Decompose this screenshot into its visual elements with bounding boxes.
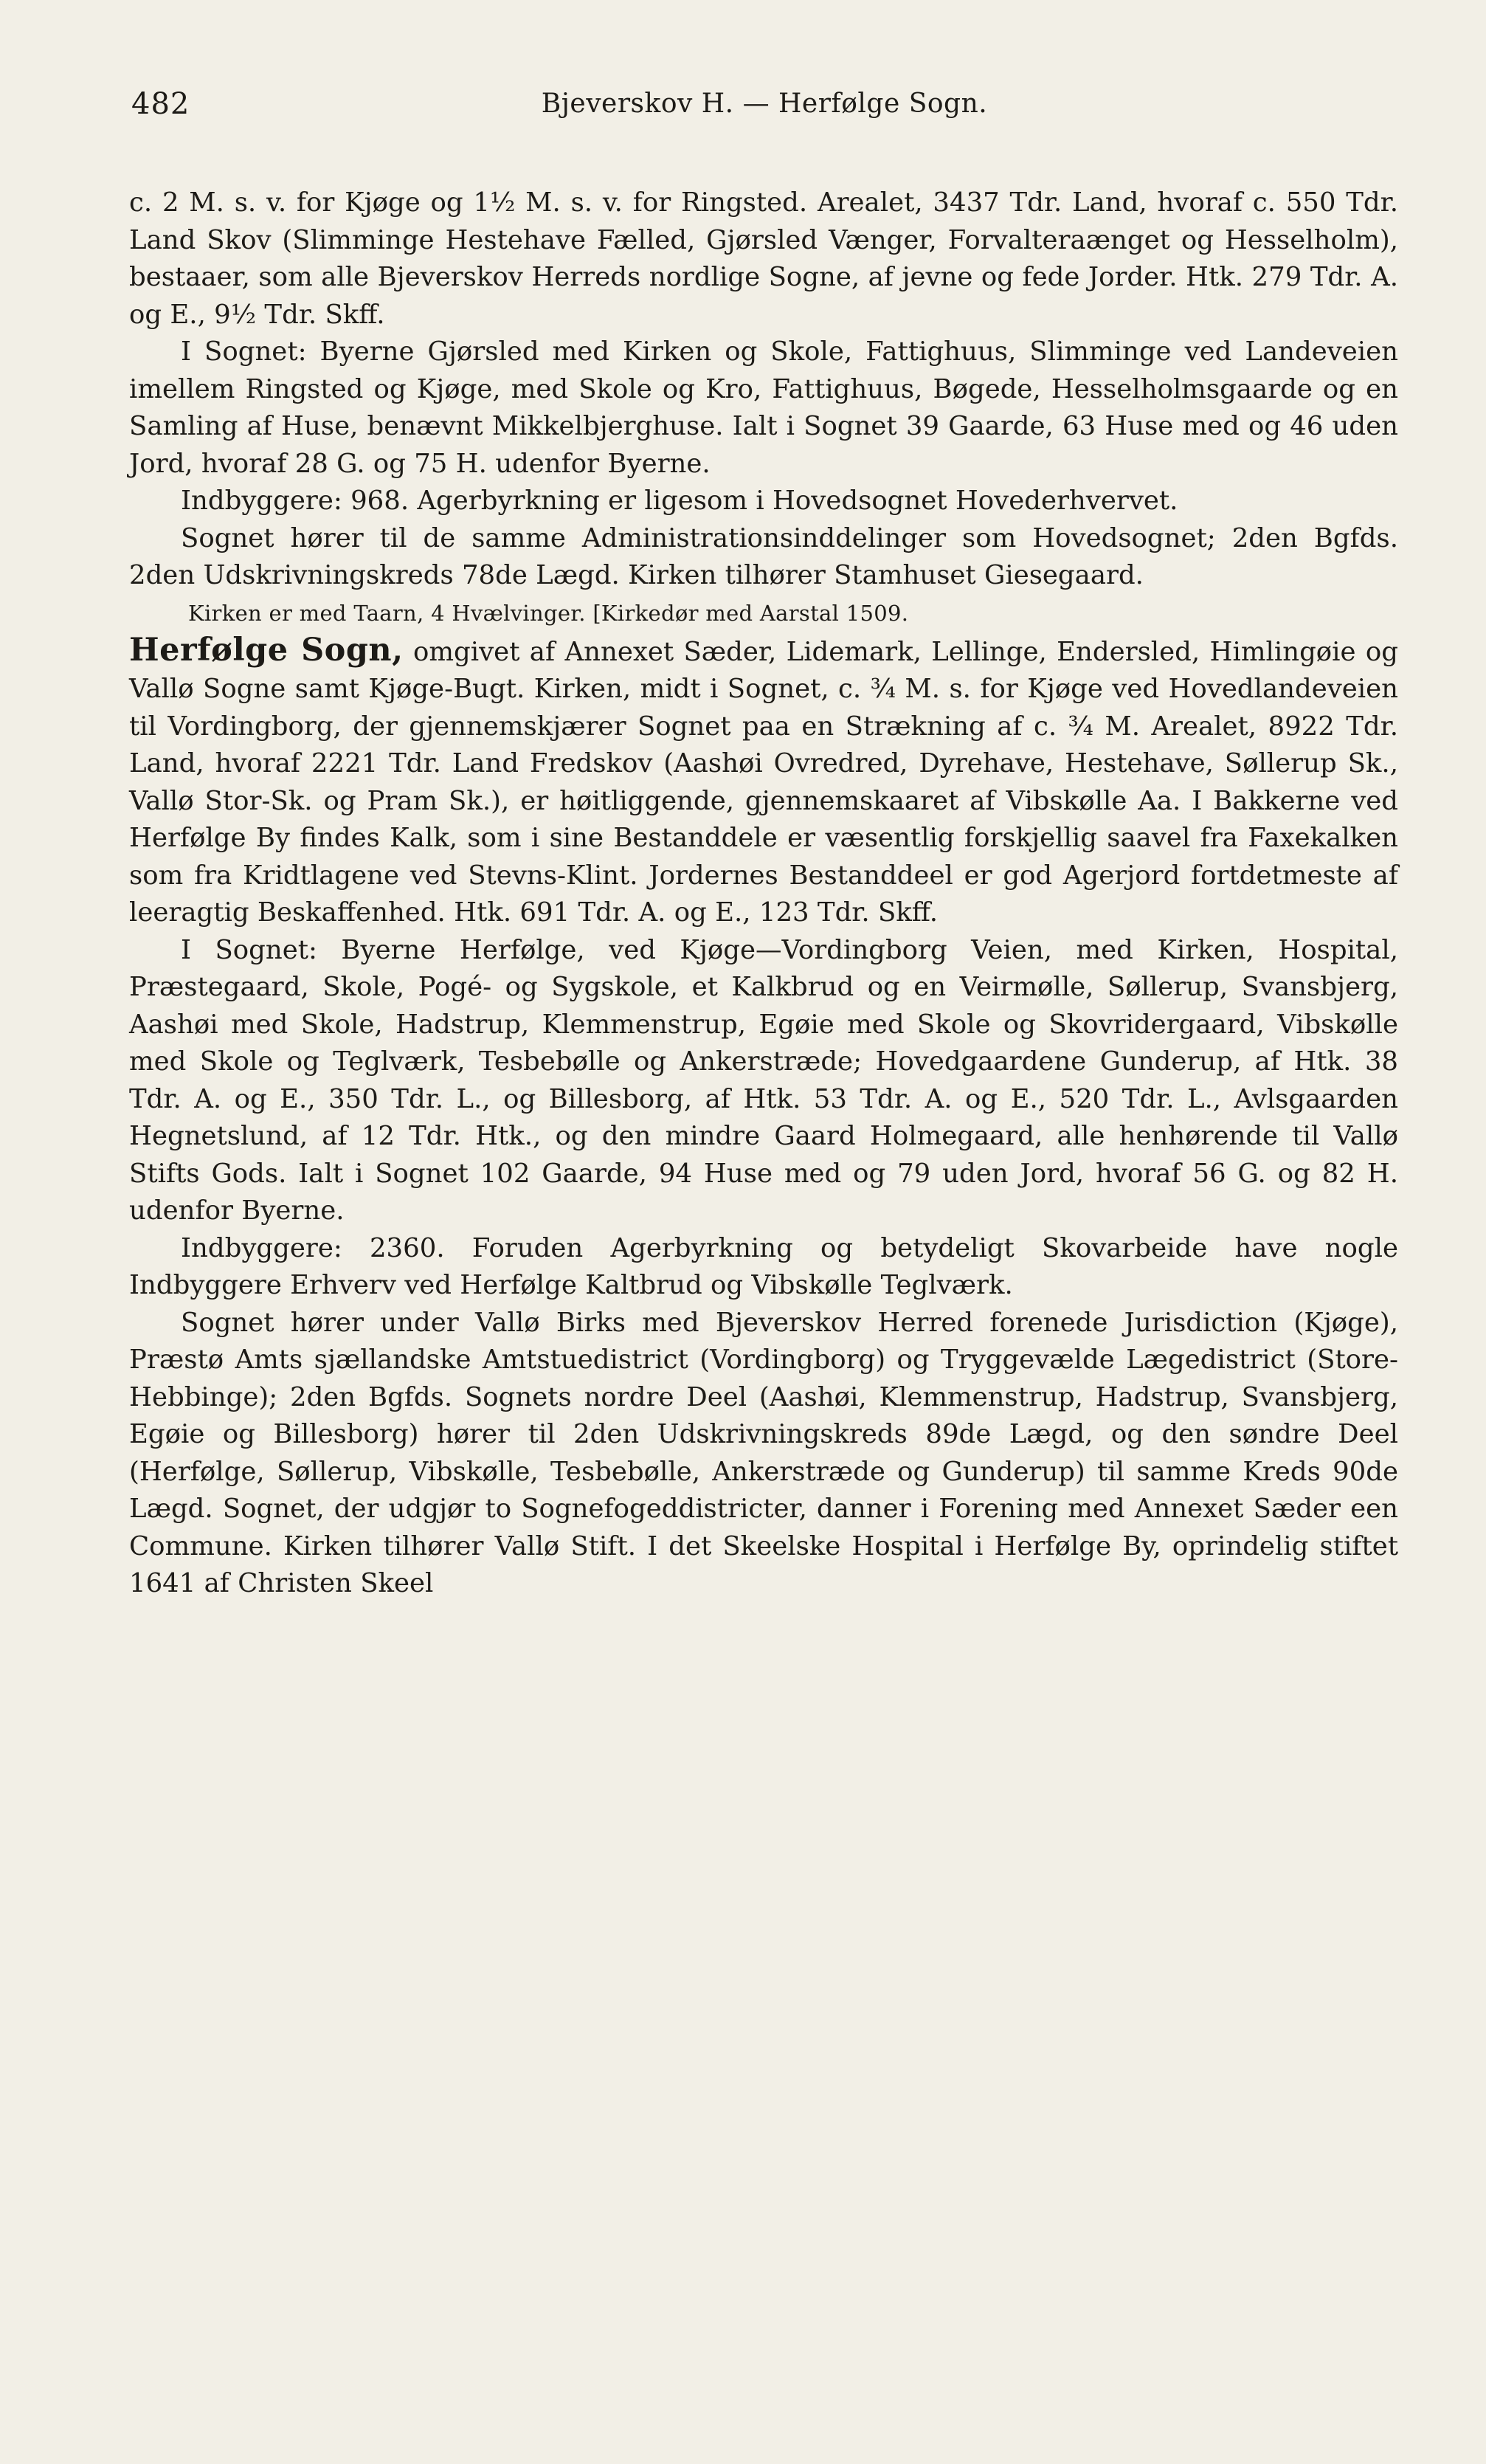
page-header <box>131 87 1397 134</box>
entry-body: omgivet af Annexet Sæder, Lidemark, Lellinge, Endersled, Himlingøie og Vallø Sogne samt Kjøge-Bugt. Kirken, midt i Sognet, c. ¾ M. s. for Kjøge ved Hovedlandeveien til Vordingborg, der gjennemskjærer Sognet paa en Strækning af c. ¾ M. Arealet, 8922 Tdr. Land, hvoraf 2221 Tdr. Land Fredskov (Aashøi Ovredred, Dyrehave, Hestehave, Søllerup Sk., Vallø Stor-Sk. og Pram Sk.), er høitliggende, gjennemskaaret af Vibskølle Aa. I Bakkerne ved Herfølge By findes Kalk, som i sine Bestanddele er væsentlig forskjellig saavel fra Faxekalken som fra Kridtlagene ved Stevns-Klint. Jordernes Bestanddeel er god Agerjord fortdetmeste af leeragtig Beskaffenhed. Htk. 691 Tdr. A. og E., 123 Tdr. Skff. <box>129 636 1398 928</box>
paragraph-herfolge-intro <box>129 632 1398 932</box>
paragraph-gjorsled-villages: I Sognet: Byerne Gjørsled med Kirken og Skole, Fattighuus, Slimminge ved Landeveien imellem Ringsted og Kjøge, med Skole og Kro, Fattighuus, Bøgede, Hesselholmsgaarde og en Samling af Huse, benævnt Mikkelbjerghuse. Ialt i Sognet 39 Gaarde, 63 Huse med og 46 uden Jord, hvoraf 28 G. og 75 H. udenfor Byerne. <box>129 337 1398 479</box>
paragraph-herfolge-population: Indbyggere: 2360. Foruden Agerbyrkning og betydeligt Skovarbeide have nogle Indbyggere Erhverv ved Herfølge Kaltbrud og Vibskølle Teglværk. <box>129 1232 1398 1300</box>
paragraph-gjorsled-area: c. 2 M. s. v. for Kjøge og 1½ M. s. v. for Ringsted. Arealet, 3437 Tdr. Land, hvoraf c. 550 Tdr. Land Skov (Slimminge Hestehave Fælled, Gjørsled Vænger, Forvalteraænget og Hesselholm), bestaaer, som alle Bjeverskov Herreds nordlige Sogne, af jevne og fede Jorder. Htk. 279 Tdr. A. og E., 9½ Tdr. Skff. <box>129 187 1398 330</box>
church-note: Kirken er med Taarn, 4 Hvælvinger. [Kirkedør med Aarstal 1509. <box>188 600 909 626</box>
paragraph-gjorsled-administration: Sognet hører til de samme Administrationsinddelinger som Hovedsognet; 2den Bgfds. 2den Udskrivningskreds 78de Lægd. Kirken tilhører Stamhuset Giesegaard. <box>129 522 1398 590</box>
paragraph-herfolge-administration: Sognet hører under Vallø Birks med Bjeverskov Herred forenede Jurisdiction (Kjøge), Præstø Amts sjællandske Amtstuedistrict (Vordingborg) og Tryggevælde Lægedistrict (Store-Hebbinge); 2den Bgfds. Sognets nordre Deel (Aashøi, Klemmenstrup, Hadstrup, Svansbjerg, Egøie og Billesborg) hører til 2den Udskrivningskreds 89de Lægd, og den søndre Deel (Herfølge, Søllerup, Vibskølle, Tesbebølle, Ankerstræde og Gunderup) til samme Kreds 90de Lægd. Sognet, der udgjør to Sognefogeddistricter, danner i Forening med Annexet Sæder een Commune. Kirken tilhører Vallø Stift. I det Skeelske Hospital i Herfølge By, oprindelig stiftet 1641 af Christen Skeel <box>129 1307 1398 1598</box>
paragraph-herfolge-villages: I Sognet: Byerne Herfølge, ved Kjøge—Vordingborg Veien, med Kirken, Hospital, Præstegaard, Skole, Pogé- og Sygskole, et Kalkbrud og en Veirmølle, Søllerup, Svansbjerg, Aashøi med Skole, Hadstrup, Klemmenstrup, Egøie med Skole og Skovridergaard, Vibskølle med Skole og Teglværk, Tesbebølle og Ankerstræde; Hovedgaardene Gunderup, af Htk. 38 Tdr. A. og E., 350 Tdr. L., og Billesborg, af Htk. 53 Tdr. A. og E., 520 Tdr. L., Avlsgaarden Hegnetslund, af 12 Tdr. Htk., og den mindre Gaard Holmegaard, alle henhørende til Vallø Stifts Gods. Ialt i Sognet 102 Gaarde, 94 Huse med og 79 uden Jord, hvoraf 56 G. og 82 H. udenfor Byerne. <box>129 934 1398 1226</box>
entry-heading: Herfølge Sogn, <box>129 631 404 669</box>
paragraph-gjorsled-population: Indbyggere: 968. Agerbyrkning er ligesom i Hovedsognet Hovederhvervet. <box>181 486 1178 516</box>
page-number: 482 <box>131 87 190 121</box>
running-head: Bjeverskov H. — Herfølge Sogn. <box>541 89 988 119</box>
body-text <box>129 184 1398 1603</box>
